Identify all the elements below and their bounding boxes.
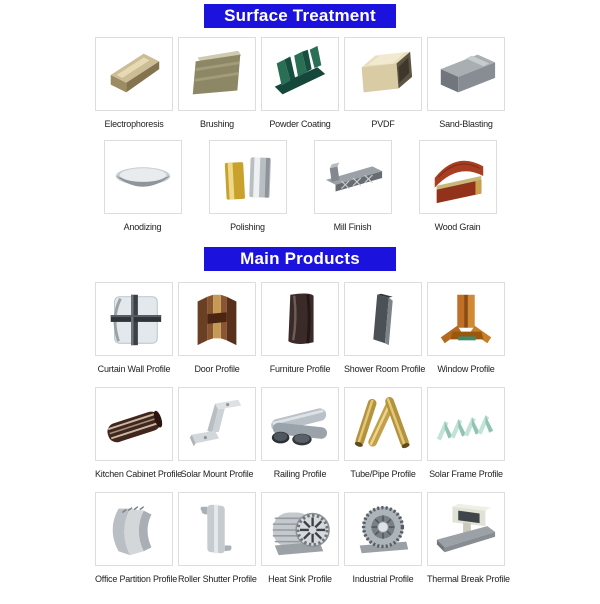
wood-grain-image [419, 140, 497, 214]
product-card-solar-frame [427, 387, 505, 481]
product-card-pvdf [344, 37, 422, 131]
product-label: Kitchen Cabinet Profile [95, 469, 182, 479]
product-card-shower-room [344, 282, 426, 376]
surface-treatment-banner [204, 4, 396, 28]
electrophoresis-image [95, 37, 173, 111]
product-card-roller-shutter [178, 492, 256, 586]
roller-shutter-profile-image [178, 492, 256, 566]
product-card-curtain-wall [95, 282, 173, 376]
product-label: Door Profile [194, 364, 240, 374]
product-card-solar-mount [178, 387, 256, 481]
window-profile-image [427, 282, 505, 356]
product-label: Sand-Blasting [439, 119, 493, 129]
furniture-profile-image [261, 282, 339, 356]
solar-frame-profile-image [427, 387, 505, 461]
product-label: Powder Coating [269, 119, 331, 129]
product-label: Industrial Profile [352, 574, 414, 584]
polishing-image [209, 140, 287, 214]
product-card-industrial [344, 492, 422, 586]
product-label: Office Partition Profile [95, 574, 178, 584]
industrial-profile-image [344, 492, 422, 566]
brushing-image [178, 37, 256, 111]
anodizing-image [104, 140, 182, 214]
product-card-wood-grain [419, 140, 497, 234]
product-label: Heat Sink Profile [268, 574, 332, 584]
product-card-door [178, 282, 256, 376]
product-label: Railing Profile [273, 469, 327, 479]
main-products-title: Main Products [240, 249, 360, 268]
product-label: Wood Grain [434, 222, 481, 232]
product-card-thermal-break [427, 492, 510, 586]
railing-profile-image [261, 387, 339, 461]
thermal-break-profile-image [427, 492, 505, 566]
product-label: Roller Shutter Profile [178, 574, 257, 584]
product-label: Thermal Break Profile [427, 574, 510, 584]
mill-finish-image [314, 140, 392, 214]
main-products-row-3 [0, 492, 600, 586]
heat-sink-profile-image [261, 492, 339, 566]
product-label: Anodizing [123, 222, 162, 232]
pvdf-image [344, 37, 422, 111]
product-label: Polishing [230, 222, 265, 232]
product-card-mill-finish [314, 140, 392, 234]
product-card-office-partition [95, 492, 178, 586]
main-products-row-2 [0, 387, 600, 481]
surface-treatment-row-1 [0, 37, 600, 131]
product-label: Shower Room Profile [344, 364, 426, 374]
product-card-tube-pipe [344, 387, 422, 481]
product-label: Curtain Wall Profile [97, 364, 171, 374]
product-card-anodizing [104, 140, 182, 234]
door-profile-image [178, 282, 256, 356]
product-card-window [427, 282, 505, 376]
product-card-powder-coating [261, 37, 339, 131]
product-label: Tube/Pipe Profile [350, 469, 416, 479]
product-card-electrophoresis [95, 37, 173, 131]
shower-room-profile-image [344, 282, 422, 356]
product-label: Window Profile [437, 364, 495, 374]
product-card-kitchen-cabinet [95, 387, 182, 481]
curtain-wall-profile-image [95, 282, 173, 356]
product-label: Furniture Profile [269, 364, 331, 374]
product-label: Brushing [200, 119, 234, 129]
product-card-brushing [178, 37, 256, 131]
product-card-railing [261, 387, 339, 481]
powder-coating-image [261, 37, 339, 111]
product-label: Solar Frame Profile [429, 469, 503, 479]
tube-pipe-profile-image [344, 387, 422, 461]
solar-mount-profile-image [178, 387, 256, 461]
product-label: Electrophoresis [104, 119, 164, 129]
product-label: PVDF [371, 119, 395, 129]
surface-treatment-row-2 [0, 140, 600, 234]
product-card-polishing [209, 140, 287, 234]
product-label: Solar Mount Profile [180, 469, 254, 479]
surface-treatment-title: Surface Treatment [224, 6, 376, 25]
product-label: Mill Finish [333, 222, 372, 232]
office-partition-profile-image [95, 492, 173, 566]
sand-blasting-image [427, 37, 505, 111]
product-card-heat-sink [261, 492, 339, 586]
kitchen-cabinet-profile-image [95, 387, 173, 461]
main-products-banner [204, 247, 396, 271]
main-products-row-1 [0, 282, 600, 376]
product-card-furniture [261, 282, 339, 376]
product-card-sand-blasting [427, 37, 505, 131]
